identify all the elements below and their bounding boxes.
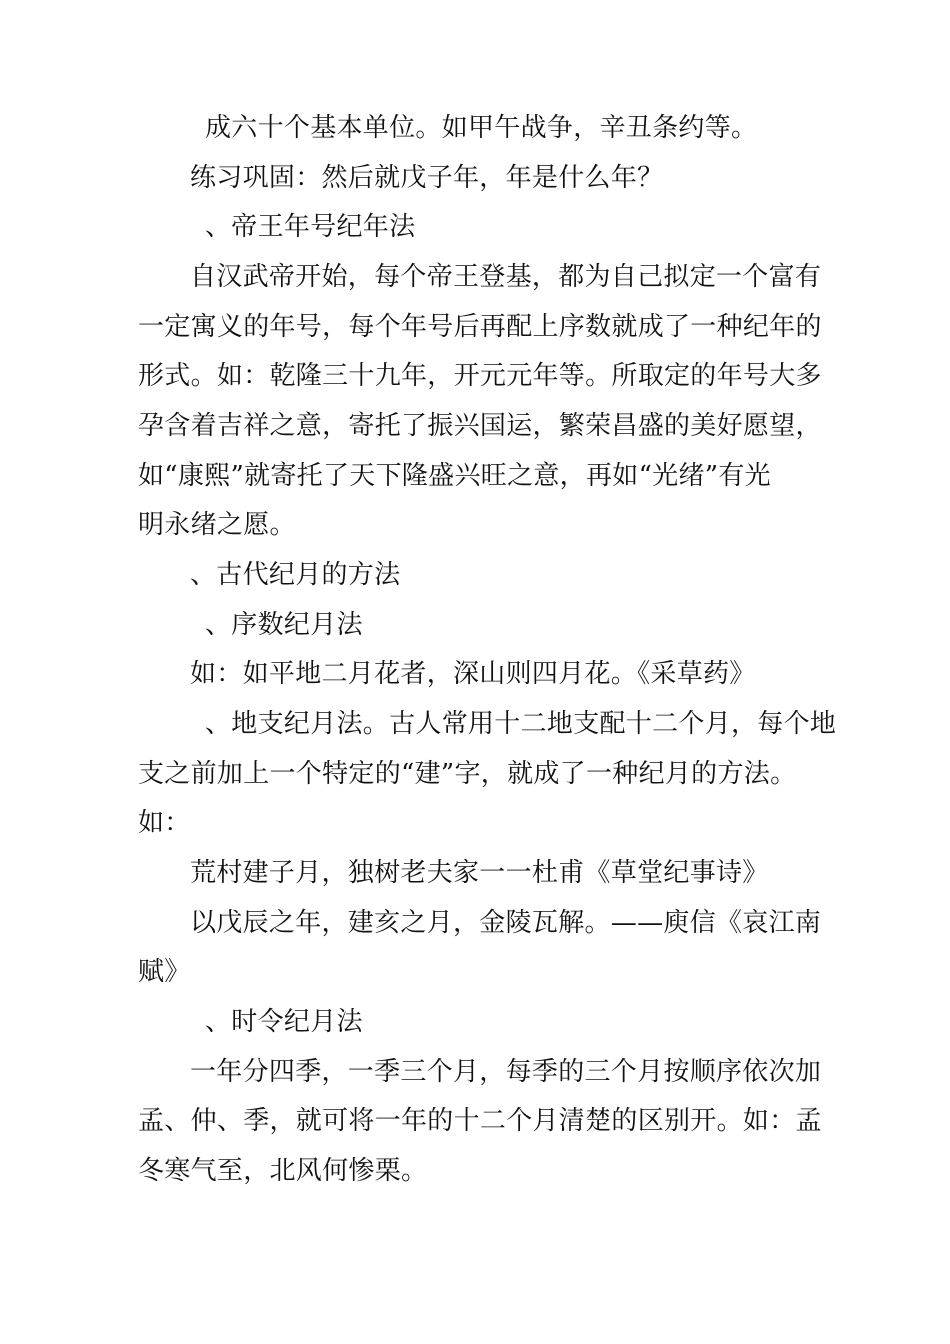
text-line: 形式。如：乾隆三十九年，开元元年等。所取定的年号大多 — [138, 361, 822, 391]
text-line: 如： — [138, 808, 191, 838]
text-line: 如“康熙”就寄托了天下隆盛兴旺之意，再如“光绪”有光 — [138, 461, 771, 491]
text-line: 荒村建子月，独树老夫家一一杜甫《草堂纪事诗》 — [190, 858, 769, 888]
text-line: 支之前加上一个特定的“建”字，就成了一种纪月的方法。 — [138, 759, 797, 789]
section-heading: 、古代纪月的方法 — [190, 560, 401, 590]
text-line: 成六十个基本单位。如甲午战争，辛丑条约等。 — [205, 113, 758, 143]
text-line: 孟、仲、季，就可将一年的十二个月清楚的区别开。如：孟 — [138, 1106, 822, 1136]
text-line: 孕含着吉祥之意，寄托了振兴国运，繁荣昌盛的美好愿望， — [138, 411, 822, 441]
text-line: 如：如平地二月花者，深山则四月花。《采草药》 — [190, 659, 756, 689]
text-line: 以戊辰之年，建亥之月，金陵瓦解。——庾信《哀江南 — [190, 908, 822, 938]
section-heading: 、序数纪月法 — [205, 610, 363, 640]
text-line: 冬寒气至，北风何惨栗。 — [138, 1156, 428, 1186]
text-line: 一定寓义的年号，每个年号后再配上序数就成了一种纪年的 — [138, 312, 822, 342]
text-line: 一年分四季，一季三个月，每季的三个月按顺序依次加 — [190, 1057, 822, 1087]
text-line: 、地支纪月法。古人常用十二地支配十二个月，每个地 — [205, 709, 837, 739]
text-line: 练习巩固：然后就戊子年，年是什么年？ — [190, 163, 664, 193]
text-line: 自汉武帝开始，每个帝王登基，都为自己拟定一个富有 — [190, 262, 822, 292]
section-heading: 、帝王年号纪年法 — [205, 212, 416, 242]
text-line: 明永绪之愿。 — [138, 510, 296, 540]
text-line: 赋》 — [138, 957, 191, 987]
section-heading: 、时令纪月法 — [205, 1007, 363, 1037]
